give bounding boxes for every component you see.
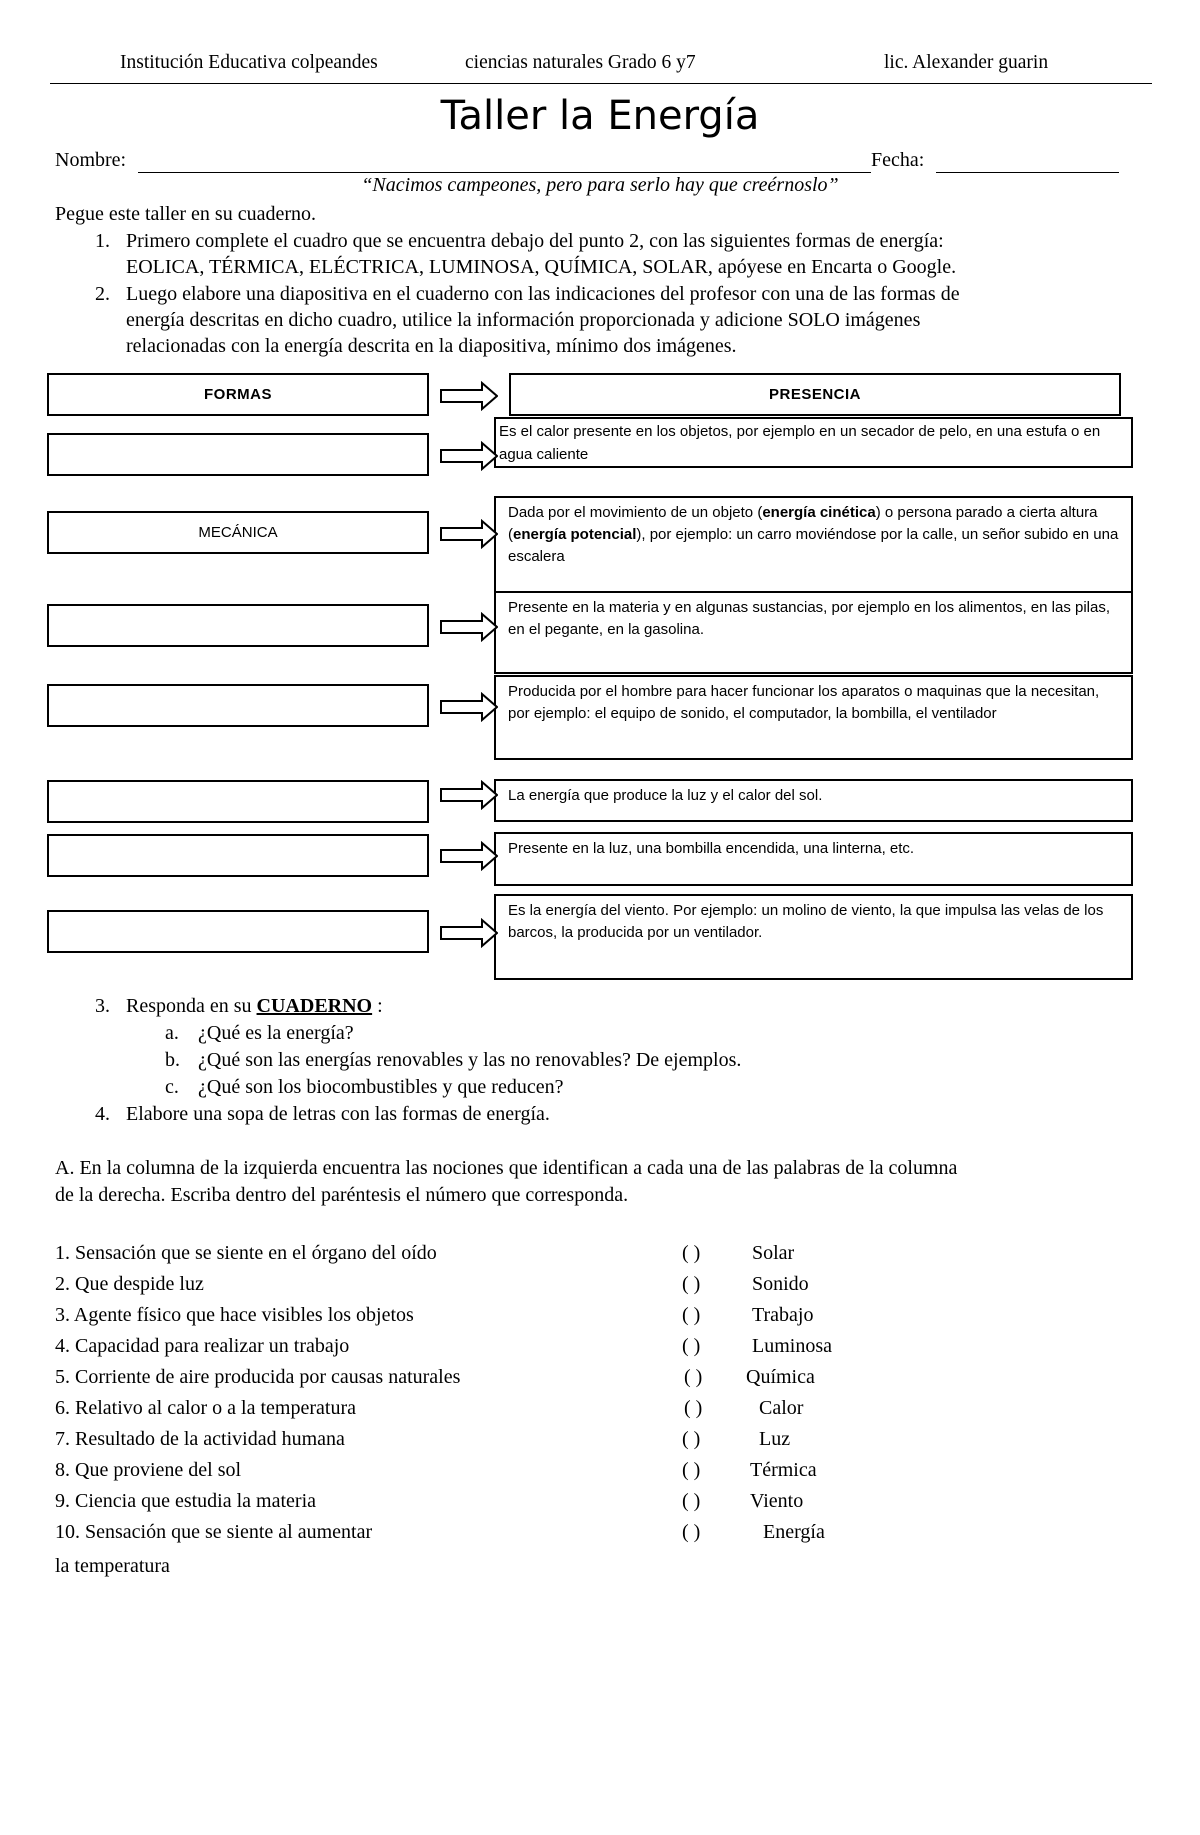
header-institution: Institución Educativa colpeandes [120, 52, 378, 73]
presence-bold-term: energía potencial [513, 526, 637, 543]
question-3-emphasis: CUADERNO [256, 995, 373, 1017]
question-3 [126, 995, 383, 1018]
match-right-item: Térmica [750, 1459, 817, 1481]
match-left-item: 5. Corriente de aire producida por causas naturales [55, 1366, 461, 1388]
question-3-suffix: : [372, 995, 383, 1017]
presence-text: ), por ejemplo: un carro moviéndose por la calle, un señor subido en una escalera [508, 526, 1119, 565]
match-left-item: 4. Capacidad para realizar un trabajo [55, 1335, 350, 1357]
arrow-icon [440, 612, 498, 642]
table-header-presence: PRESENCIA [509, 373, 1121, 416]
form-input-box[interactable] [47, 433, 429, 476]
sub-question-text: ¿Qué es la energía? [198, 1022, 354, 1044]
presence-cell: La energía que produce la luz y el calor del sol. [494, 779, 1133, 822]
match-right-item: Luminosa [752, 1335, 832, 1357]
arrow-icon [440, 918, 498, 948]
form-cell-mecanica: MECÁNICA [47, 511, 429, 554]
question-number: 3. [95, 995, 110, 1017]
answer-parentheses[interactable]: ( ) [682, 1521, 701, 1543]
question-4: Elabore una sopa de letras con las formas de energía. [126, 1103, 550, 1125]
match-left-item: 7. Resultado de la actividad humana [55, 1428, 345, 1450]
date-label: Fecha: [871, 149, 925, 171]
intro-text: Pegue este taller en su cuaderno. [55, 203, 317, 225]
sub-question-letter: a. [165, 1022, 179, 1044]
date-field-line[interactable] [936, 172, 1119, 173]
match-left-item: 6. Relativo al calor o a la temperatura [55, 1397, 356, 1419]
presence-cell [494, 496, 1133, 593]
instruction-line: Luego elabore una diapositiva en el cuaderno con las indicaciones del profesor con una de las formas de [126, 283, 960, 305]
match-right-item: Energía [763, 1521, 825, 1543]
section-a-line: A. En la columna de la izquierda encuentra las nociones que identifican a cada una de las palabras de la columna [55, 1157, 958, 1179]
presence-cell: Presente en la materia y en algunas sustancias, por ejemplo en los alimentos, en las pilas, en el pegante, en la gasolina. [494, 591, 1133, 674]
answer-parentheses[interactable]: ( ) [682, 1428, 701, 1450]
answer-parentheses[interactable]: ( ) [684, 1366, 703, 1388]
arrow-icon [440, 841, 498, 871]
match-left-item: 8. Que proviene del sol [55, 1459, 242, 1481]
arrow-icon [440, 381, 498, 411]
instruction-number: 1. [95, 230, 110, 252]
instruction-line: Primero complete el cuadro que se encuentra debajo del punto 2, con las siguientes formas de energía: [126, 230, 944, 252]
question-number: 4. [95, 1103, 110, 1125]
answer-parentheses[interactable]: ( ) [682, 1459, 701, 1481]
match-left-item: 1. Sensación que se siente en el órgano del oído [55, 1242, 437, 1264]
arrow-icon [440, 692, 498, 722]
form-input-box[interactable] [47, 780, 429, 823]
match-left-item: 9. Ciencia que estudia la materia [55, 1490, 317, 1512]
form-input-box[interactable] [47, 910, 429, 953]
presence-cell: Es la energía del viento. Por ejemplo: un molino de viento, la que impulsa las velas de los barcos, la producida por un ventilador. [494, 894, 1133, 980]
sub-question-letter: c. [165, 1076, 179, 1098]
form-input-box[interactable] [47, 604, 429, 647]
instruction-line: energía descritas en dicho cuadro, utilice la información proporcionada y adicione SOLO imágenes [126, 309, 921, 331]
presence-cell: Producida por el hombre para hacer funcionar los aparatos o maquinas que la necesitan, por ejemplo: el equipo de sonido, el computador, la bombilla, el ventilador [494, 675, 1133, 760]
answer-parentheses[interactable]: ( ) [682, 1490, 701, 1512]
motto: “Nacimos campeones, pero para serlo hay que creérnoslo” [361, 174, 839, 196]
section-a-line: de la derecha. Escriba dentro del paréntesis el número que corresponda. [55, 1184, 629, 1206]
header-rule [50, 83, 1152, 84]
answer-parentheses[interactable]: ( ) [682, 1335, 701, 1357]
arrow-icon [440, 780, 498, 810]
sub-question-text: ¿Qué son las energías renovables y las no renovables? De ejemplos. [198, 1049, 742, 1071]
presence-cell: Es el calor presente en los objetos, por ejemplo en un secador de pelo, en una estufa o en agua caliente [494, 417, 1133, 468]
header-subject: ciencias naturales Grado 6 y7 [465, 52, 696, 73]
instruction-line: relacionadas con la energía descrita en la diapositiva, mínimo dos imágenes. [126, 335, 737, 357]
form-input-box[interactable] [47, 684, 429, 727]
presence-bold-term: energía cinética [762, 504, 876, 521]
presence-text: Dada por el movimiento de un objeto ( [508, 504, 763, 521]
answer-parentheses[interactable]: ( ) [682, 1242, 701, 1264]
match-left-item: 3. Agente físico que hace visibles los objetos [55, 1304, 414, 1326]
match-right-item: Calor [759, 1397, 804, 1419]
match-right-item: Química [746, 1366, 815, 1388]
arrow-icon [440, 441, 498, 471]
table-header-forms: FORMAS [47, 373, 429, 416]
instruction-line: EOLICA, TÉRMICA, ELÉCTRICA, LUMINOSA, QUÍMICA, SOLAR, apóyese en Encarta o Google. [126, 256, 957, 278]
sub-question-text: ¿Qué son los biocombustibles y que reducen? [198, 1076, 564, 1098]
match-right-item: Viento [750, 1490, 804, 1512]
presence-cell: Presente en la luz, una bombilla encendida, una linterna, etc. [494, 832, 1133, 886]
instruction-number: 2. [95, 283, 110, 305]
match-left-item: 10. Sensación que se siente al aumentar [55, 1521, 373, 1543]
answer-parentheses[interactable]: ( ) [682, 1304, 701, 1326]
form-input-box[interactable] [47, 834, 429, 877]
presence-text: ) o persona parado a cierta altura ( [508, 504, 1098, 543]
page-title: Taller la Energía [440, 93, 760, 139]
answer-parentheses[interactable]: ( ) [682, 1273, 701, 1295]
header-teacher: lic. Alexander guarin [884, 52, 1049, 73]
match-left-item: 2. Que despide luz [55, 1273, 204, 1295]
sub-question-letter: b. [165, 1049, 180, 1071]
name-label: Nombre: [55, 149, 127, 171]
match-right-item: Luz [759, 1428, 791, 1450]
match-left-item-continued: la temperatura [55, 1555, 170, 1577]
arrow-icon [440, 519, 498, 549]
answer-parentheses[interactable]: ( ) [684, 1397, 703, 1419]
match-right-item: Trabajo [752, 1304, 814, 1326]
match-right-item: Solar [752, 1242, 795, 1264]
question-3-prefix: Responda en su [126, 995, 252, 1017]
name-field-line[interactable] [138, 172, 871, 173]
match-right-item: Sonido [752, 1273, 809, 1295]
